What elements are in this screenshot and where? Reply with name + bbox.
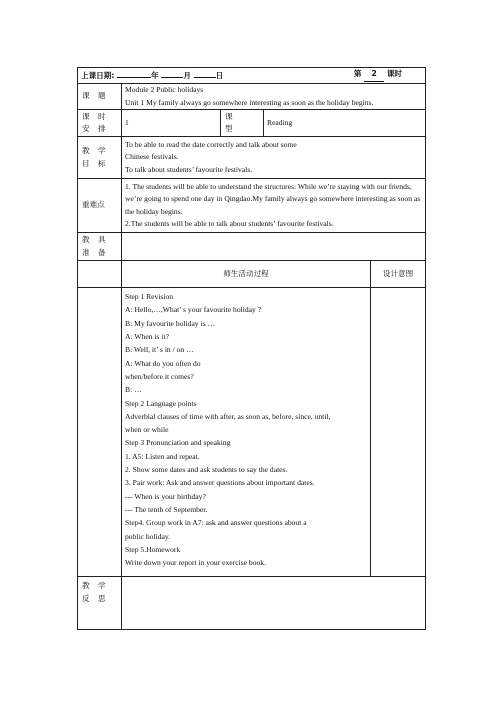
- day-blank[interactable]: [194, 68, 216, 78]
- goals-row: [78, 137, 426, 179]
- topic-line: Module 2 Public holidays: [125, 85, 204, 94]
- topic-value: [122, 84, 426, 110]
- goal-line: To talk about students’ favourite festivals.: [125, 164, 253, 174]
- tools-row: [78, 233, 426, 261]
- process-line: when or while: [125, 425, 169, 435]
- key-point-line: 2.The students will be able to talk about students’ favourite festivals.: [125, 219, 334, 229]
- process-header: 师生活动过程: [122, 261, 371, 288]
- process-header-spacer: [78, 261, 122, 288]
- process-line: Step4. Group work in A7: ask and answer questions about a: [125, 518, 307, 528]
- schedule-row: [78, 110, 426, 137]
- reflection-row: [78, 577, 426, 630]
- month-label: 月: [183, 71, 191, 80]
- process-line: A: Hello,…,What’ s your favourite holiday ?: [125, 305, 262, 315]
- key-points-row: [78, 179, 426, 233]
- process-line: Step 5.Homework: [125, 544, 181, 554]
- lesson-number: 2: [364, 68, 384, 82]
- year-blank[interactable]: [117, 68, 151, 78]
- process-line: 3. Pair work: Ask and answer questions about important dates.: [125, 478, 315, 488]
- schedule-value: 1: [122, 110, 221, 137]
- goals-value: [122, 137, 426, 179]
- process-line: Step 3 Pronunciation and speaking: [125, 438, 231, 448]
- process-line: Step 1 Revision: [125, 292, 174, 302]
- process-spacer: [78, 288, 122, 577]
- process-line: 1. A5: Listen and repeat.: [125, 451, 200, 461]
- key-points-label: 重难点: [78, 179, 122, 233]
- day-label: 日: [215, 71, 224, 80]
- header-cell: [78, 68, 426, 84]
- reflection-label: 教 学 反 思: [78, 577, 122, 630]
- process-line: B: …: [125, 385, 142, 395]
- lesson-count: [354, 68, 402, 82]
- process-content: [122, 288, 371, 577]
- process-line: B: My favourite holiday is …: [125, 318, 216, 328]
- process-line: public holiday.: [125, 531, 171, 541]
- schedule-label: 课 时 安 排: [78, 110, 122, 137]
- process-header-row: [78, 261, 426, 288]
- lesson-prefix: 第: [353, 69, 362, 78]
- type-value: Reading: [264, 110, 426, 137]
- tools-label: 教 具 准 备: [78, 233, 122, 261]
- topic-line: Unit 1 My family always go somewhere interesting as soon as the holiday begins.: [125, 97, 374, 107]
- topic-label: 课 题: [78, 84, 122, 110]
- process-line: --- The tenth of September.: [125, 504, 208, 514]
- process-line: when/before it comes?: [125, 371, 194, 381]
- topic-row: [78, 84, 426, 110]
- key-point-line: 1. The students will be able to understand the structures: While we’re staying with our friends, we’re going to spend one day in Qingdao.My family always go somewhere interesting as soon as the holiday begins.: [125, 181, 421, 216]
- design-header: 设计意图: [371, 261, 426, 288]
- process-line: A: What do you often do: [125, 358, 201, 368]
- reflection-value: [122, 577, 426, 630]
- process-line: Adverbial clauses of time with after, as soon as, before, since, until,: [125, 411, 331, 421]
- process-line: B: Well, it’ s in / on …: [125, 345, 194, 355]
- design-intent-cell: [371, 288, 426, 577]
- year-label: 年: [151, 71, 159, 80]
- goal-line: Chinese festivals.: [125, 152, 179, 162]
- lesson-suffix: 课时: [386, 69, 402, 78]
- lesson-plan-page: [77, 67, 425, 630]
- lesson-plan-table: [77, 67, 426, 630]
- goal-line: To be able to read the date correctly and talk about some: [125, 139, 297, 149]
- process-line: Step 2 Language points: [125, 398, 197, 408]
- process-line: --- When is your birthday?: [125, 491, 206, 501]
- process-line: Write down your report in your exercise book.: [125, 558, 266, 568]
- process-line: 2. Show some dates and ask students to say the dates.: [125, 465, 288, 475]
- goals-label: 教 学 目 标: [78, 137, 122, 179]
- tools-value: [122, 233, 426, 261]
- process-row: [78, 288, 426, 577]
- month-blank[interactable]: [161, 68, 183, 78]
- date-label: 上课日期:: [81, 71, 115, 80]
- process-line: A: When is it?: [125, 332, 169, 342]
- key-points-value: [122, 179, 426, 233]
- header-row: [78, 68, 426, 84]
- type-label: 课 型: [221, 110, 264, 137]
